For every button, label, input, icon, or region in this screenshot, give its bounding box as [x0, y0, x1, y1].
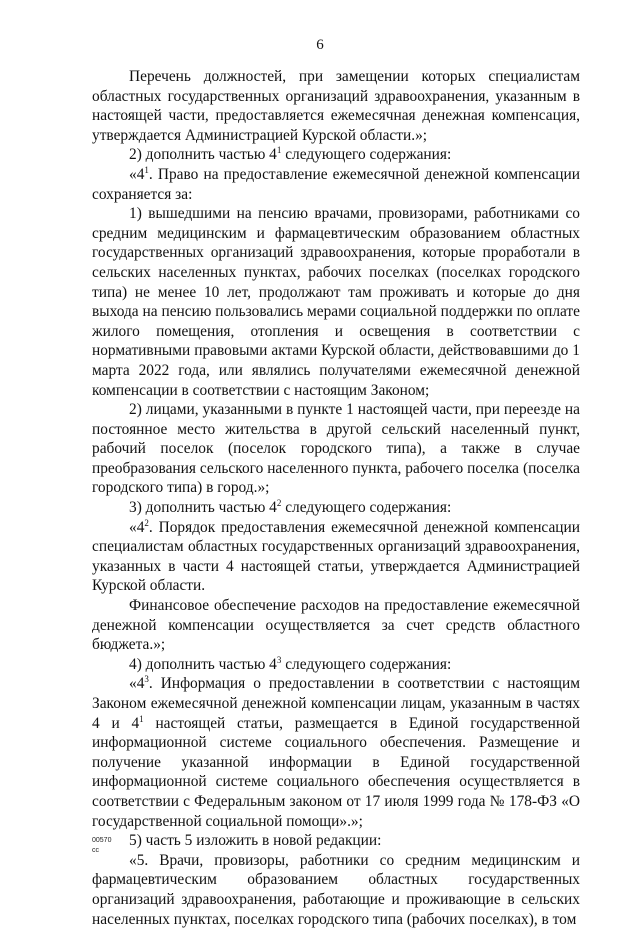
paragraph: 4) дополнить частью $4^3$ следующего содержания: [129, 654, 452, 673]
paragraph: 2) лицами, указанными в пункте 1 настоящей части, при переезде на постоянное место жительства в другой сельский населенный пункт, рабочий поселок (поселок городского типа), а также в случае преобразования сельского населенного пункта, рабочего поселка (поселка городского типа) в город.»; [92, 401, 580, 497]
superscript: 2 [276, 498, 282, 509]
superscript: 2 [144, 517, 149, 528]
page-number: 6 [316, 37, 324, 53]
paragraph: 3) дополнить частью $4^2$ следующего содержания: [129, 498, 452, 517]
footer-mark: сс [92, 847, 99, 854]
superscript: 3 [144, 674, 149, 685]
paragraph [92, 67, 580, 145]
paragraph: «5. Врачи, провизоры, работники со средним медицинским и фармацевтическим образованием областных государственных организаций здравоохранения, работающие и проживающие в сельских населенных пунктах, поселках городского типа (рабочих поселках), в том [92, 851, 580, 928]
document-body [92, 67, 580, 929]
paragraph: «$4^1$. Право на предоставление ежемесячной денежной компенсации сохраняется за: [92, 164, 580, 203]
superscript: 1 [144, 164, 149, 175]
paragraph: 5) часть 5 изложить в новой редакции: [129, 832, 382, 850]
footer [92, 836, 111, 856]
paragraph-text: Перечень должностей, при замещении которых специалистам областных государственных организаций здравоохранения, указанным в настоящей части, предоставляется ежемесячная денежная компенсация, утверждается Администрацией Курской области.»; [92, 68, 580, 144]
paragraph: «$4^2$. Порядок предоставления ежемесячной денежной компенсации специалистам областных государственных организаций здравоохранения, указанных в части 4 настоящей статьи, утверждается Администрацией Курской области. [92, 517, 580, 595]
paragraph: «$4^3$. Информация о предоставлении в соответствии с настоящим Законом ежемесячной денежной компенсации лицам, указанным в частях 4 и $4^1$ настоящей статьи, размещается в Единой государственной информационной системе социального обеспечения. Размещение и получение указанной информации в Единой государственной информационной системе социального обеспечения осуществляется в соответствии с Федеральным законом от 17 июля 1999 года № 178-ФЗ «О государственной социальной помощи».»; [92, 674, 580, 830]
footer-code: 00570 [92, 837, 112, 844]
paragraph: 1) вышедшими на пенсию врачами, провизорами, работниками со средним медицинским и фармацевтическим образованием областных государственных организаций здравоохранения, которые проработали в сельских населенных пунктах, рабочих поселках (поселках городского типа) не менее 10 лет, продолжают там проживать и которые до дня выхода на пенсию пользовались мерами социальной поддержки по оплате жилого помещения, отопления и освещения в соответствии с нормативными правовыми актами Курской области, действовавшими до 1 марта 2022 года, или являлись получателями ежемесячной денежной компенсации в соответствии с настоящим Законом; [92, 205, 580, 399]
superscript: 1 [276, 145, 282, 156]
paragraph: 2) дополнить частью $4^1$ следующего содержания: [129, 145, 452, 164]
superscript: 1 [139, 713, 144, 724]
superscript: 3 [276, 654, 282, 665]
paragraph: Финансовое обеспечение расходов на предоставление ежемесячной денежной компенсации осуществляется за счет средств областного бюджета.»; [92, 597, 580, 654]
